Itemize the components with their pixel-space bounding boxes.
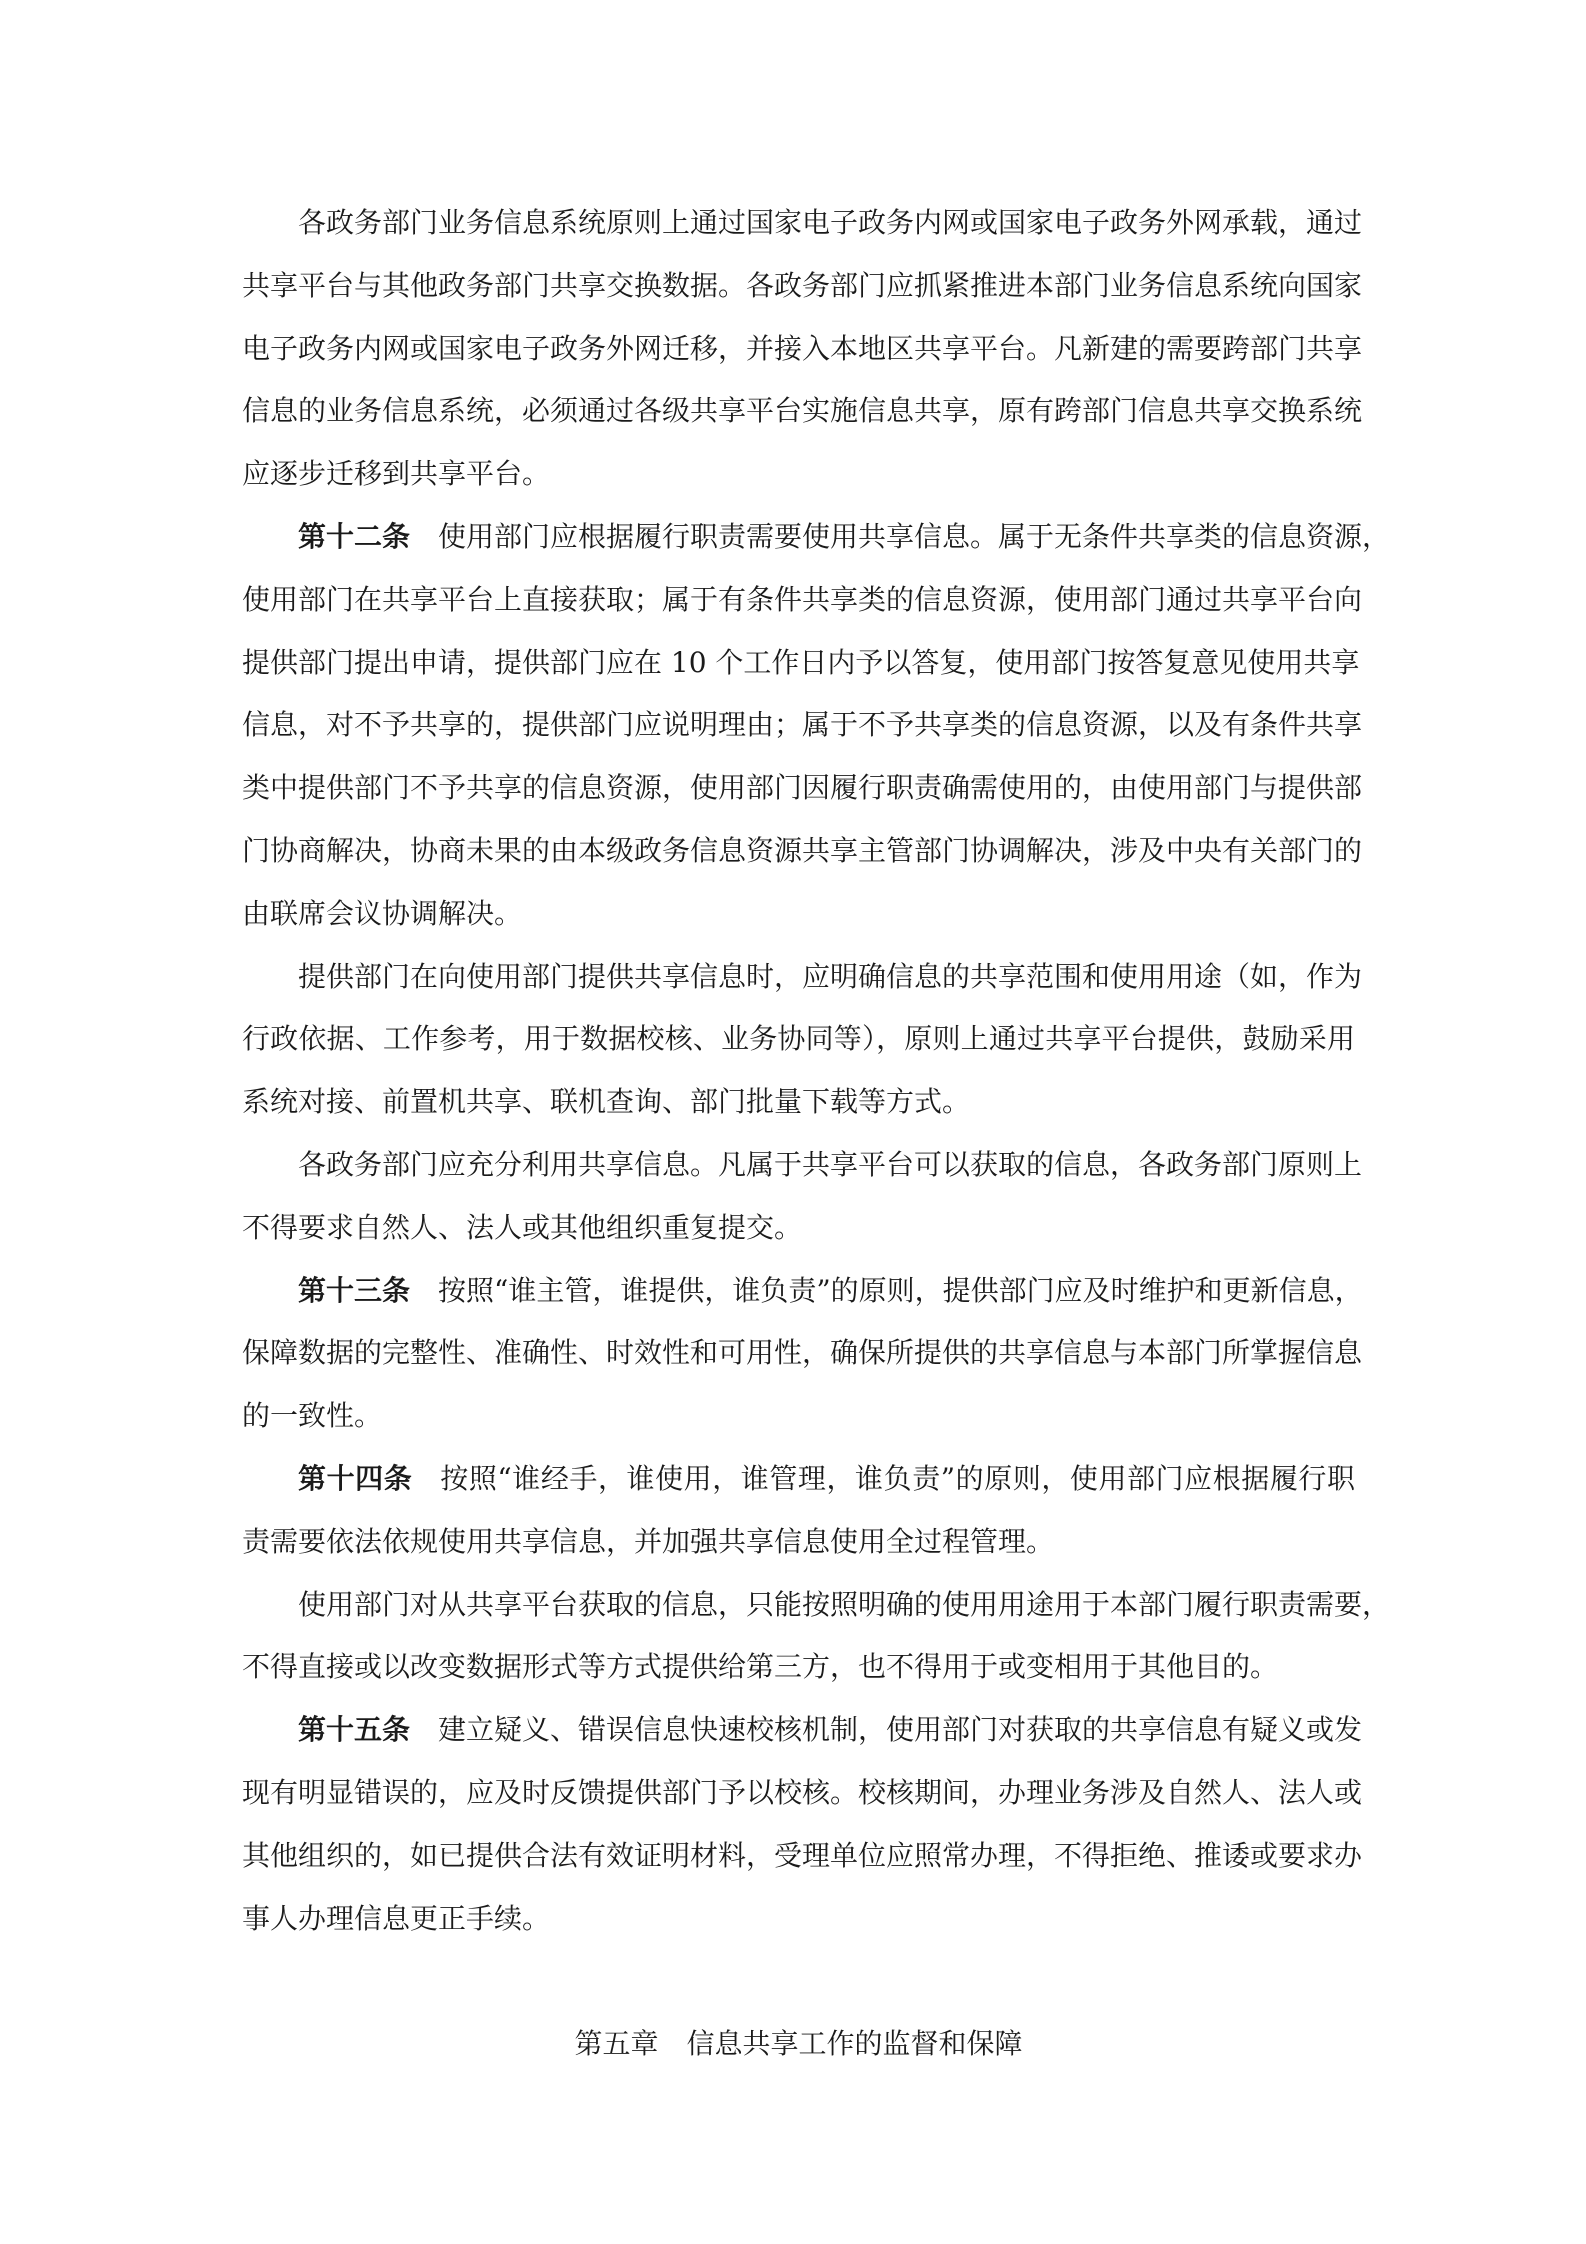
text-line [242, 506, 1391, 569]
text-line [242, 757, 1363, 820]
text-line [242, 694, 1363, 757]
text-line [242, 443, 1355, 506]
text-line [242, 883, 1355, 946]
paragraph [242, 1574, 1391, 1700]
text-line [242, 1699, 1363, 1762]
text-line [242, 1888, 1355, 1951]
line-text: 各政务部门业务信息系统原则上通过国家电子政务内网或国家电子政务外网承载，通过 [298, 206, 1363, 239]
line-text: 行政依据、工作参考，用于数据校核、业务协同等），原则上通过共享平台提供，鼓励采用 [242, 1022, 1355, 1056]
line-text: 保障数据的完整性、准确性、时效性和可用性，确保所提供的共享信息与本部门所掌握信息 [242, 1336, 1363, 1370]
line-text: 共享平台与其他政务部门共享交换数据。各政务部门应抓紧推进本部门业务信息系统向国家 [242, 268, 1363, 302]
chapter-number: 第五章 [574, 2027, 659, 2061]
line-text: 事人办理信息更正手续。 [242, 1901, 551, 1935]
text-line [242, 1448, 1355, 1511]
text-line [242, 1636, 1355, 1699]
chapter-heading [242, 2013, 1355, 2076]
text-line [242, 1197, 1355, 1260]
text-line [242, 1574, 1391, 1637]
line-text: 各政务部门应充分利用共享信息。凡属于共享平台可以获取的信息，各政务部门原则上 [298, 1147, 1363, 1181]
article-number: 第十四条 [298, 1461, 413, 1495]
text-line [242, 1260, 1363, 1323]
line-text: 系统对接、前置机共享、联机查询、部门批量下载等方式。 [242, 1085, 971, 1119]
chapter-title: 信息共享工作的监督和保障 [686, 2027, 1023, 2061]
article-number: 第十三条 [298, 1273, 411, 1307]
text-line [242, 1511, 1355, 1574]
article-paragraph [242, 1699, 1363, 1950]
line-text: 应逐步迁移到共享平台。 [242, 457, 551, 491]
line-text: 使用部门在共享平台上直接获取；属于有条件共享类的信息资源，使用部门通过共享平台向 [242, 582, 1363, 616]
line-text: 按照“谁经手，谁使用，谁管理，谁负责”的原则，使用部门应根据履行职 [440, 1461, 1355, 1495]
article-number: 第十五条 [298, 1713, 411, 1747]
line-text: 由联席会议协调解决。 [242, 896, 523, 930]
article-paragraph [242, 506, 1391, 946]
line-text: 的一致性。 [242, 1399, 383, 1433]
article-paragraph [242, 1260, 1363, 1448]
paragraph [242, 192, 1363, 506]
line-text: 不得直接或以改变数据形式等方式提供给第三方，也不得用于或变相用于其他目的。 [242, 1650, 1279, 1684]
text-line [242, 1071, 1355, 1134]
line-text: 提供部门提出申请，提供部门应在 10 个工作日内予以答复，使用部门按答复意见使用共享 [242, 645, 1360, 679]
text-line [242, 1134, 1363, 1197]
line-text: 按照“谁主管，谁提供，谁负责”的原则，提供部门应及时维护和更新信息， [438, 1273, 1363, 1307]
text-line [242, 255, 1363, 318]
text-line [242, 1762, 1363, 1825]
line-text: 现有明显错误的，应及时反馈提供部门予以校核。校核期间，办理业务涉及自然人、法人或 [242, 1775, 1363, 1809]
text-line [242, 820, 1363, 883]
document-body [242, 192, 1391, 2076]
article-number: 第十二条 [298, 519, 411, 553]
line-text: 电子政务内网或国家电子政务外网迁移，并接入本地区共享平台。凡新建的需要跨部门共享 [242, 331, 1363, 365]
line-text: 使用部门应根据履行职责需要使用共享信息。属于无条件共享类的信息资源， [438, 519, 1391, 553]
line-text: 责需要依法依规使用共享信息，并加强共享信息使用全过程管理。 [242, 1524, 1055, 1558]
line-text: 其他组织的，如已提供合法有效证明材料，受理单位应照常办理，不得拒绝、推诿或要求办 [242, 1838, 1363, 1872]
text-line [242, 1008, 1355, 1071]
paragraph [242, 1134, 1363, 1260]
line-text: 不得要求自然人、法人或其他组织重复提交。 [242, 1210, 803, 1244]
article-paragraph [242, 1448, 1355, 1574]
text-line [242, 632, 1360, 695]
text-line [242, 1385, 1355, 1448]
text-line [242, 569, 1363, 632]
spacer [242, 1950, 1355, 2013]
text-line [242, 318, 1363, 381]
text-line [242, 380, 1363, 443]
line-text: 信息的业务信息系统，必须通过各级共享平台实施信息共享，原有跨部门信息共享交换系统 [242, 394, 1363, 428]
line-text: 建立疑义、错误信息快速校核机制，使用部门对获取的共享信息有疑义或发 [438, 1713, 1363, 1747]
text-line [242, 1825, 1363, 1888]
line-text: 信息，对不予共享的，提供部门应说明理由；属于不予共享类的信息资源，以及有条件共享 [242, 708, 1363, 742]
line-text: 类中提供部门不予共享的信息资源，使用部门因履行职责确需使用的，由使用部门与提供部 [242, 771, 1363, 805]
text-line [242, 192, 1363, 255]
line-text: 使用部门对从共享平台获取的信息，只能按照明确的使用用途用于本部门履行职责需要， [298, 1587, 1391, 1621]
text-line [242, 1322, 1363, 1385]
paragraph [242, 946, 1363, 1134]
line-text: 提供部门在向使用部门提供共享信息时，应明确信息的共享范围和使用用途（如，作为 [298, 959, 1363, 993]
text-line [242, 946, 1363, 1009]
line-text: 门协商解决，协商未果的由本级政务信息资源共享主管部门协调解决，涉及中央有关部门的 [242, 833, 1363, 867]
